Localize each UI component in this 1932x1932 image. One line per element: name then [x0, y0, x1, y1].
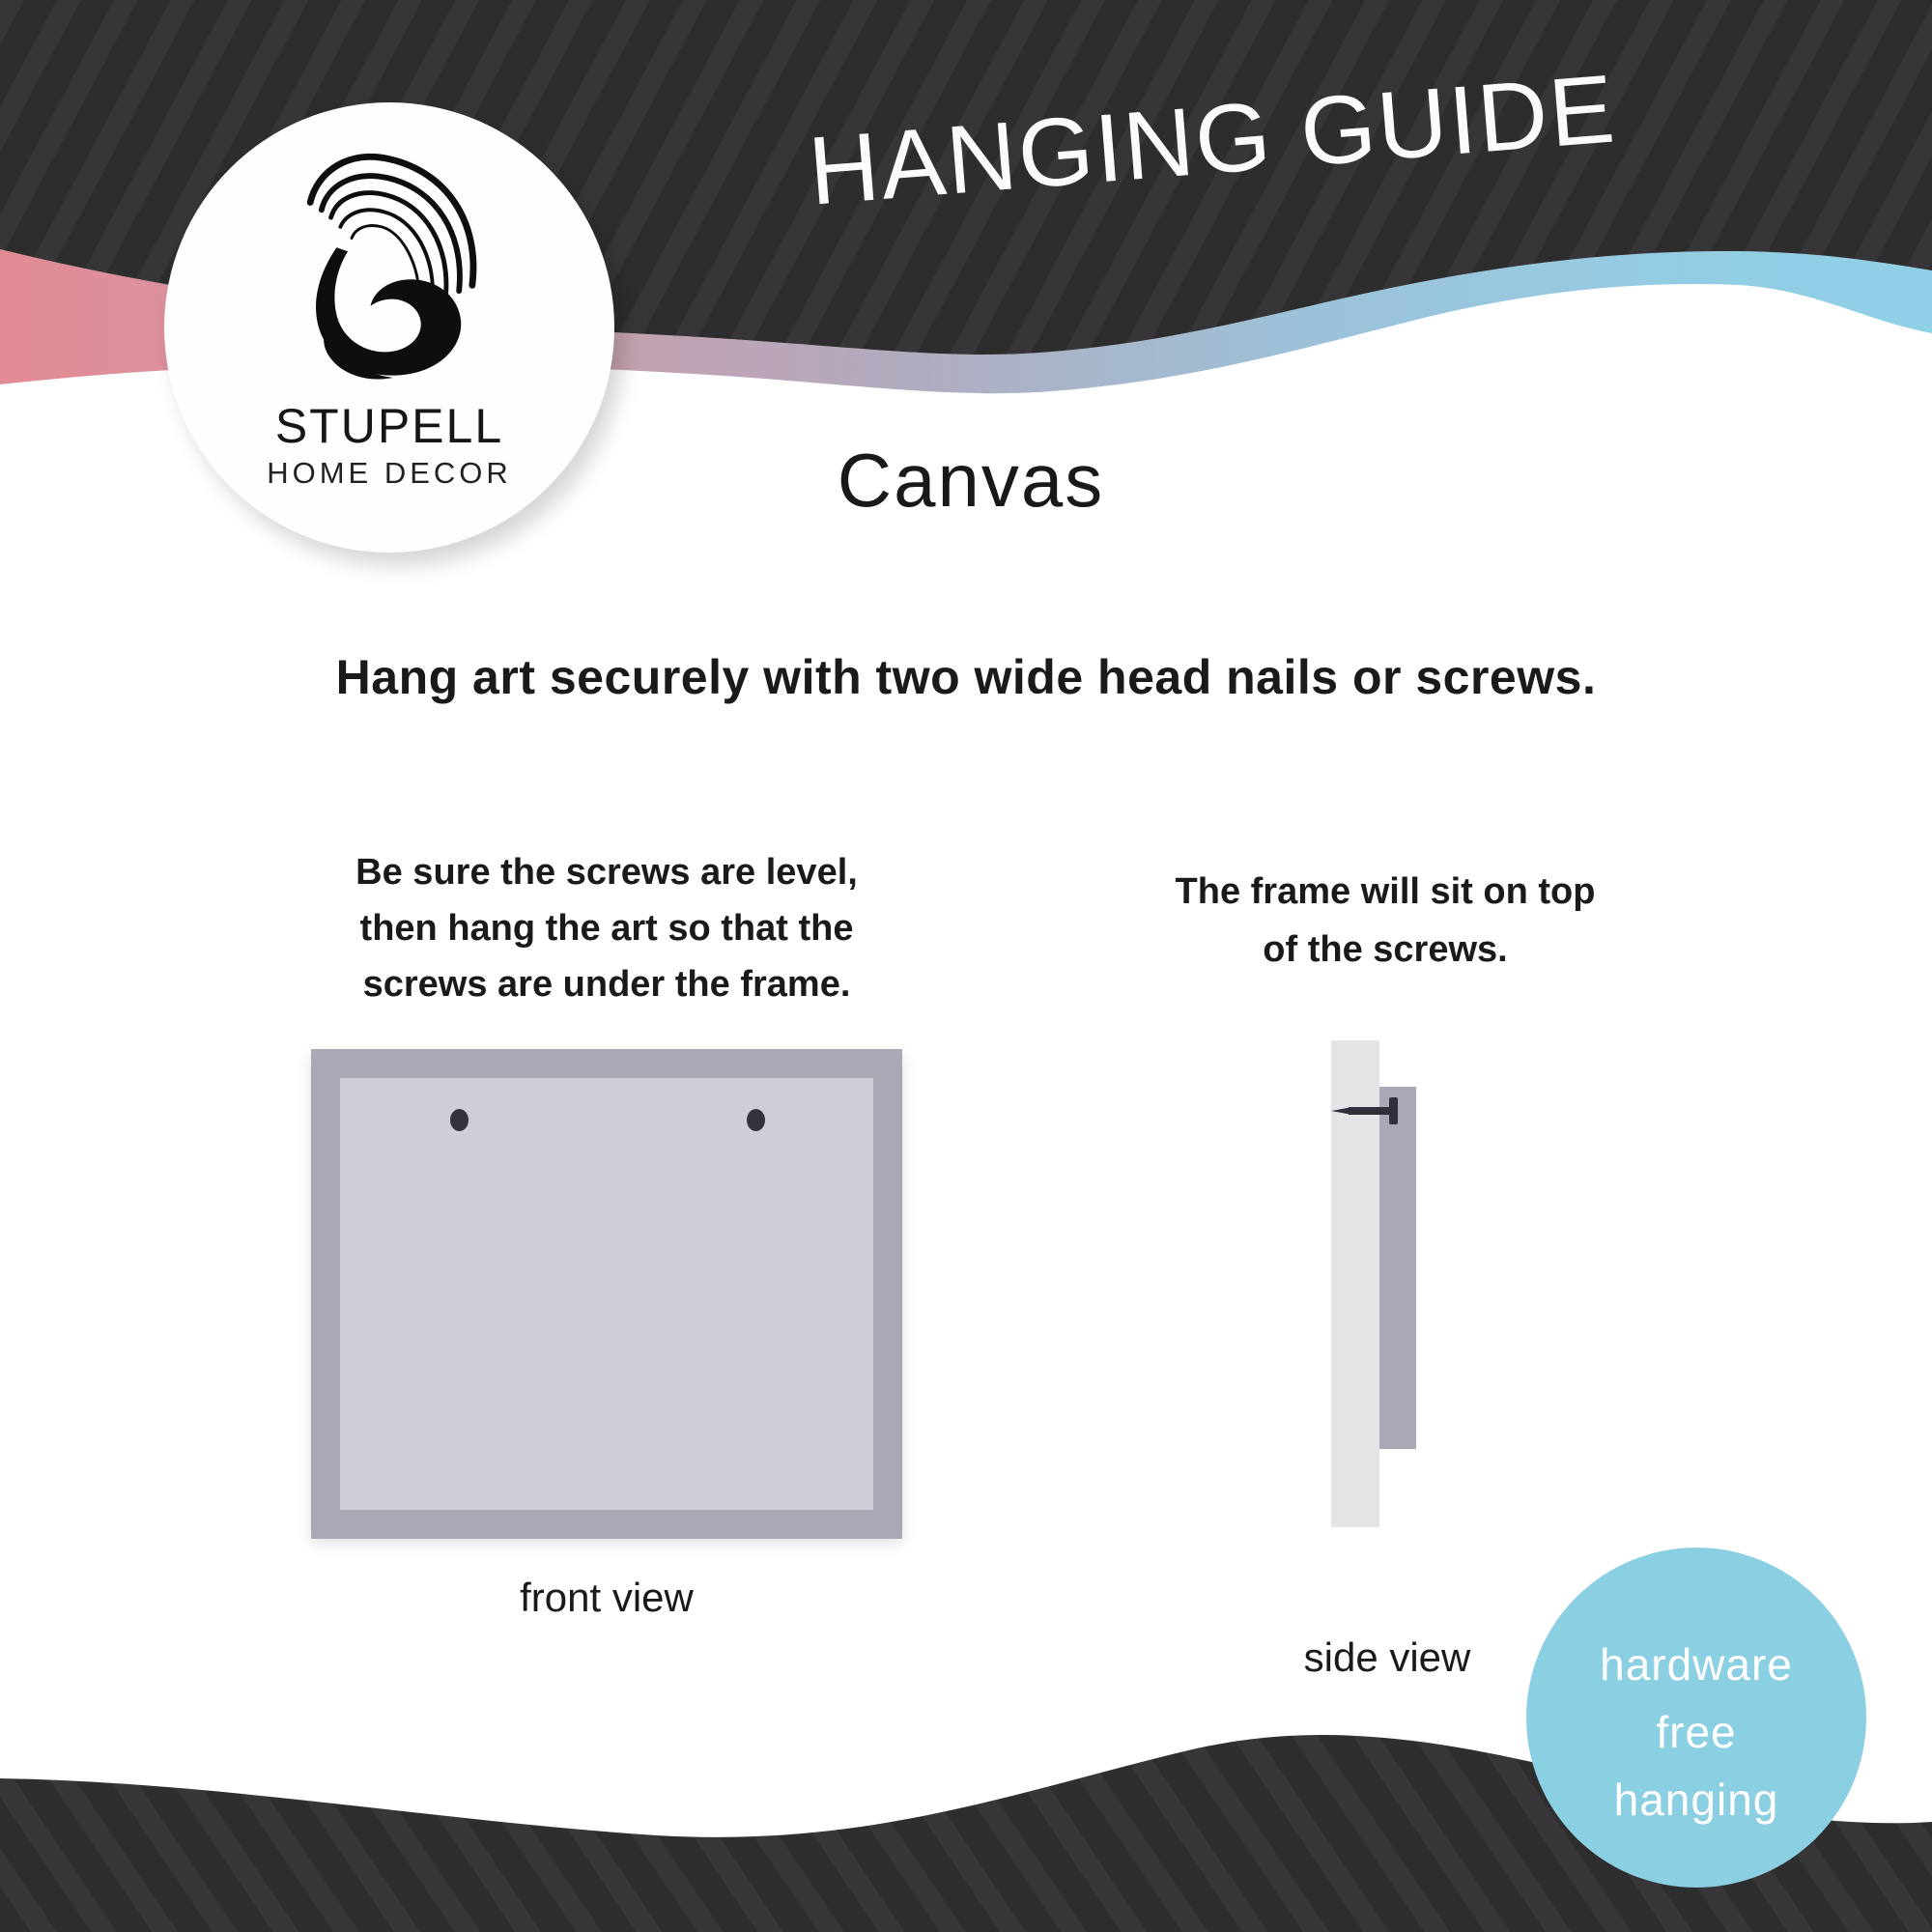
stupell-s-logo-icon: [278, 135, 504, 383]
brand-logo-circle: [164, 102, 614, 553]
badge-line: free: [1656, 1707, 1737, 1757]
page-subtitle: Hang art securely with two wide head nails or screws.: [335, 650, 1597, 704]
front-view-label: front view: [520, 1575, 694, 1620]
front-view-instruction: [317, 844, 896, 1012]
side-instruction-line: of the screws.: [1263, 929, 1508, 970]
side-view-frame-bar: [1379, 1087, 1416, 1449]
side-instruction-line: The frame will sit on top: [1175, 871, 1596, 912]
product-type-heading: Canvas: [837, 438, 1105, 523]
badge-line: hanging: [1613, 1775, 1779, 1825]
nail-shaft: [1349, 1107, 1391, 1115]
front-instruction-line: then hang the art so that the: [359, 908, 854, 949]
hardware-free-badge: [1526, 1548, 1866, 1888]
front-view-canvas-area: [340, 1078, 873, 1510]
screw-dot-right: [747, 1109, 765, 1131]
nail-icon: [1331, 1097, 1399, 1124]
front-view-diagram-frame: [311, 1049, 902, 1539]
side-view-label: side view: [1303, 1634, 1471, 1680]
front-instruction-line: Be sure the screws are level,: [355, 852, 858, 893]
side-view-instruction: [1095, 863, 1675, 979]
brand-tagline: HOME DECOR: [267, 456, 512, 490]
badge-text: [1526, 1631, 1866, 1833]
screw-dot-left: [450, 1109, 469, 1131]
badge-line: hardware: [1600, 1639, 1793, 1690]
brand-name: STUPELL: [274, 399, 504, 453]
front-instruction-line: screws are under the frame.: [362, 964, 851, 1005]
nail-head: [1389, 1097, 1398, 1124]
page-title: HANGING GUIDE: [805, 54, 1620, 226]
